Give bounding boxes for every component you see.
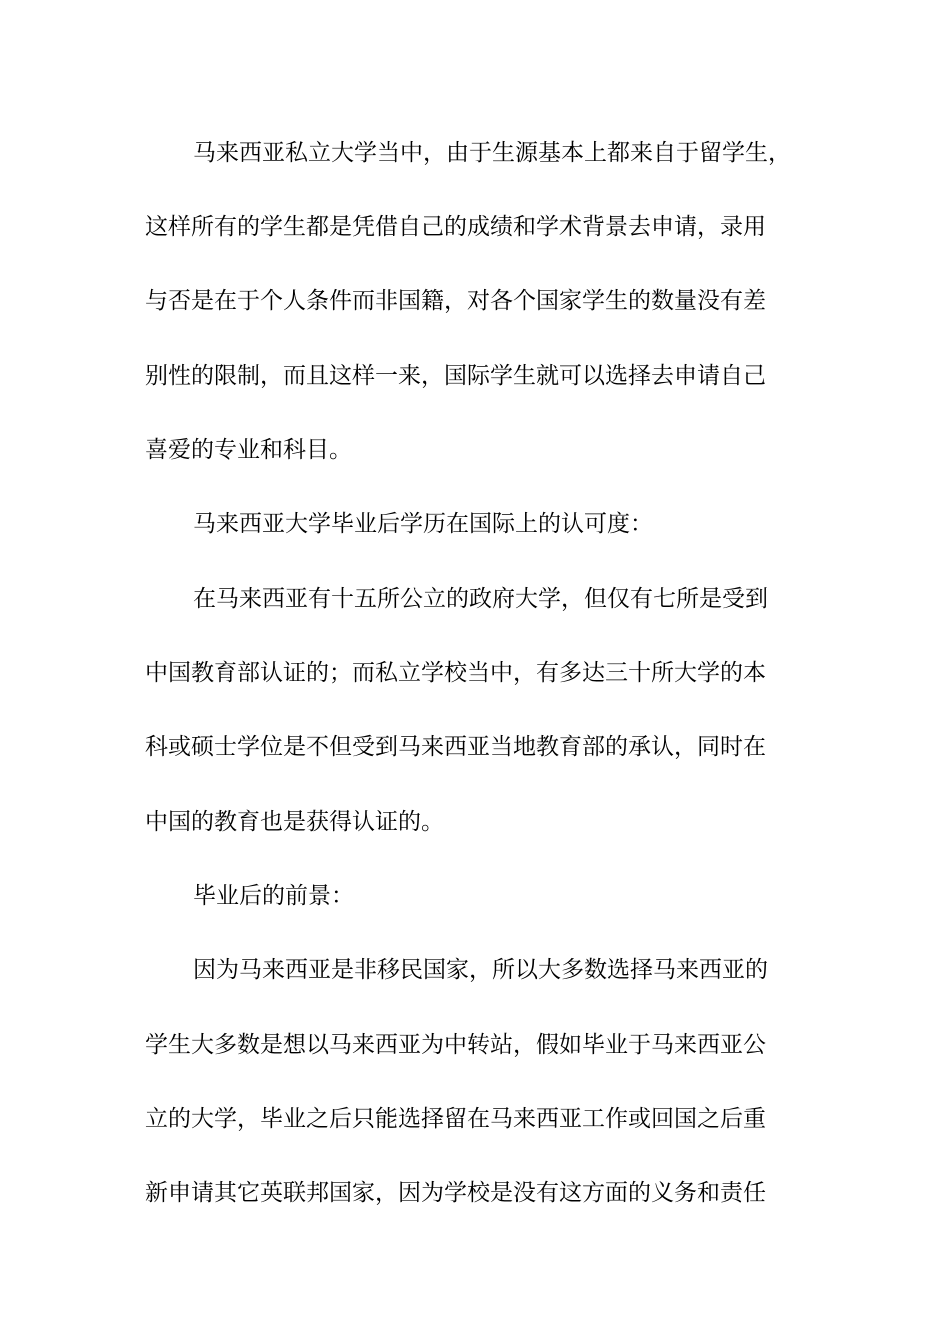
text-line: 在马来西亚有十五所公立的政府大学，但仅有七所是受到 bbox=[193, 586, 768, 612]
text-line: 立的大学，毕业之后只能选择留在马来西亚工作或回国之后重 bbox=[145, 1106, 766, 1132]
text-line: 马来西亚私立大学当中，由于生源基本上都来自于留学生， bbox=[193, 140, 791, 166]
text-line: 与否是在于个人条件而非国籍，对各个国家学生的数量没有差 bbox=[145, 288, 766, 314]
text-line: 学生大多数是想以马来西亚为中转站，假如毕业于马来西亚公 bbox=[145, 1032, 766, 1058]
text-line: 这样所有的学生都是凭借自己的成绩和学术背景去申请，录用 bbox=[145, 214, 766, 240]
text-line: 中国的教育也是获得认证的。 bbox=[145, 809, 444, 835]
text-line: 喜爱的专业和科目。 bbox=[145, 437, 352, 463]
text-line: 别性的限制，而且这样一来，国际学生就可以选择去申请自己 bbox=[145, 363, 766, 389]
text-line: 中国教育部认证的；而私立学校当中，有多达三十所大学的本 bbox=[145, 660, 766, 686]
text-line: 科或硕士学位是不但受到马来西亚当地教育部的承认，同时在 bbox=[145, 734, 766, 760]
section-heading: 马来西亚大学毕业后学历在国际上的认可度： bbox=[193, 511, 653, 537]
text-line: 新申请其它英联邦国家，因为学校是没有这方面的义务和责任 bbox=[145, 1180, 766, 1206]
section-heading: 毕业后的前景： bbox=[193, 883, 354, 909]
text-line: 因为马来西亚是非移民国家，所以大多数选择马来西亚的 bbox=[193, 957, 768, 983]
